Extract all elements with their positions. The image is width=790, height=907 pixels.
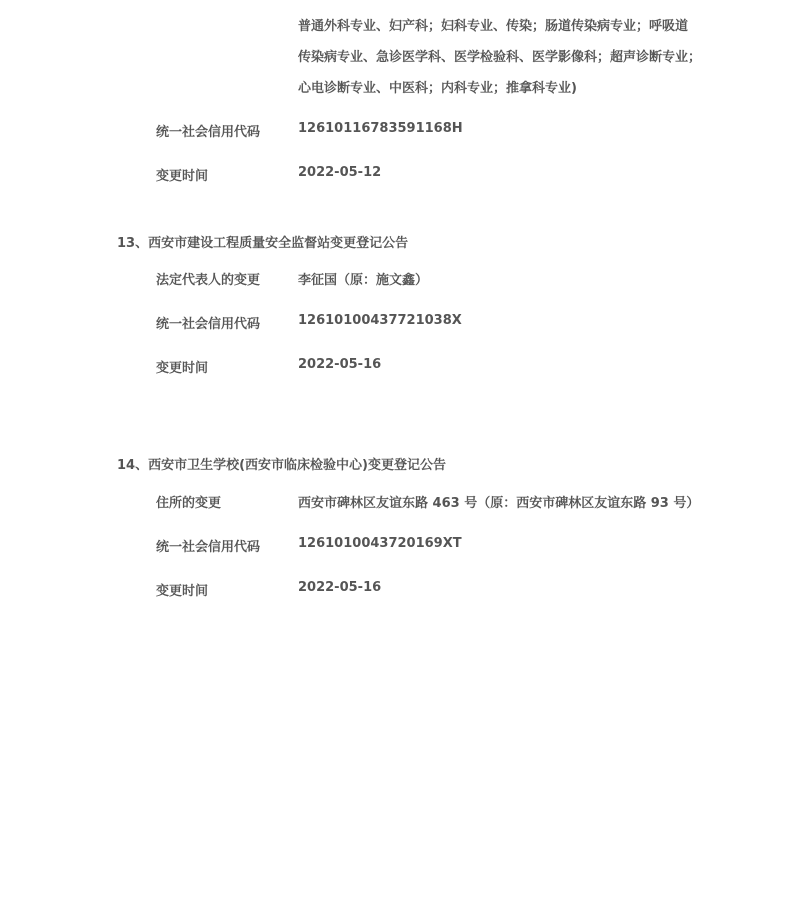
row-value-credit-code: 12610100437721038X [298,313,462,328]
row-value-legal-rep: 李征国（原：施文鑫） [298,273,429,288]
row-value-change-date: 2022-05-12 [298,165,382,180]
row-label-change-date: 变更时间 [156,584,209,599]
row-value-change-date: 2022-05-16 [298,357,382,372]
row-label-credit-code: 统一社会信用代码 [156,317,261,332]
section-heading-14: 14、西安市卫生学校(西安市临床检验中心)变更登记公告 [117,458,446,473]
continuation-line-1: 普通外科专业、妇产科；妇科专业、传染；肠道传染病专业；呼吸道 [298,19,689,34]
row-label-address: 住所的变更 [156,496,222,511]
row-label-change-date: 变更时间 [156,361,209,376]
row-value-credit-code: 12610116783591168H [298,121,463,136]
row-label-credit-code: 统一社会信用代码 [156,125,261,140]
row-label-change-date: 变更时间 [156,169,209,184]
row-label-legal-rep: 法定代表人的变更 [156,273,261,288]
row-value-address: 西安市碑林区友谊东路 463 号（原：西安市碑林区友谊东路 93 号） [298,496,700,511]
continuation-line-3: 心电诊断专业、中医科；内科专业；推拿科专业) [298,81,577,96]
continuation-line-2: 传染病专业、急诊医学科、医学检验科、医学影像科；超声诊断专业； [298,50,702,65]
row-value-change-date: 2022-05-16 [298,580,382,595]
row-value-credit-code: 1261010043720169XT [298,536,462,551]
row-label-credit-code: 统一社会信用代码 [156,540,261,555]
section-heading-13: 13、西安市建设工程质量安全监督站变更登记公告 [117,236,409,251]
